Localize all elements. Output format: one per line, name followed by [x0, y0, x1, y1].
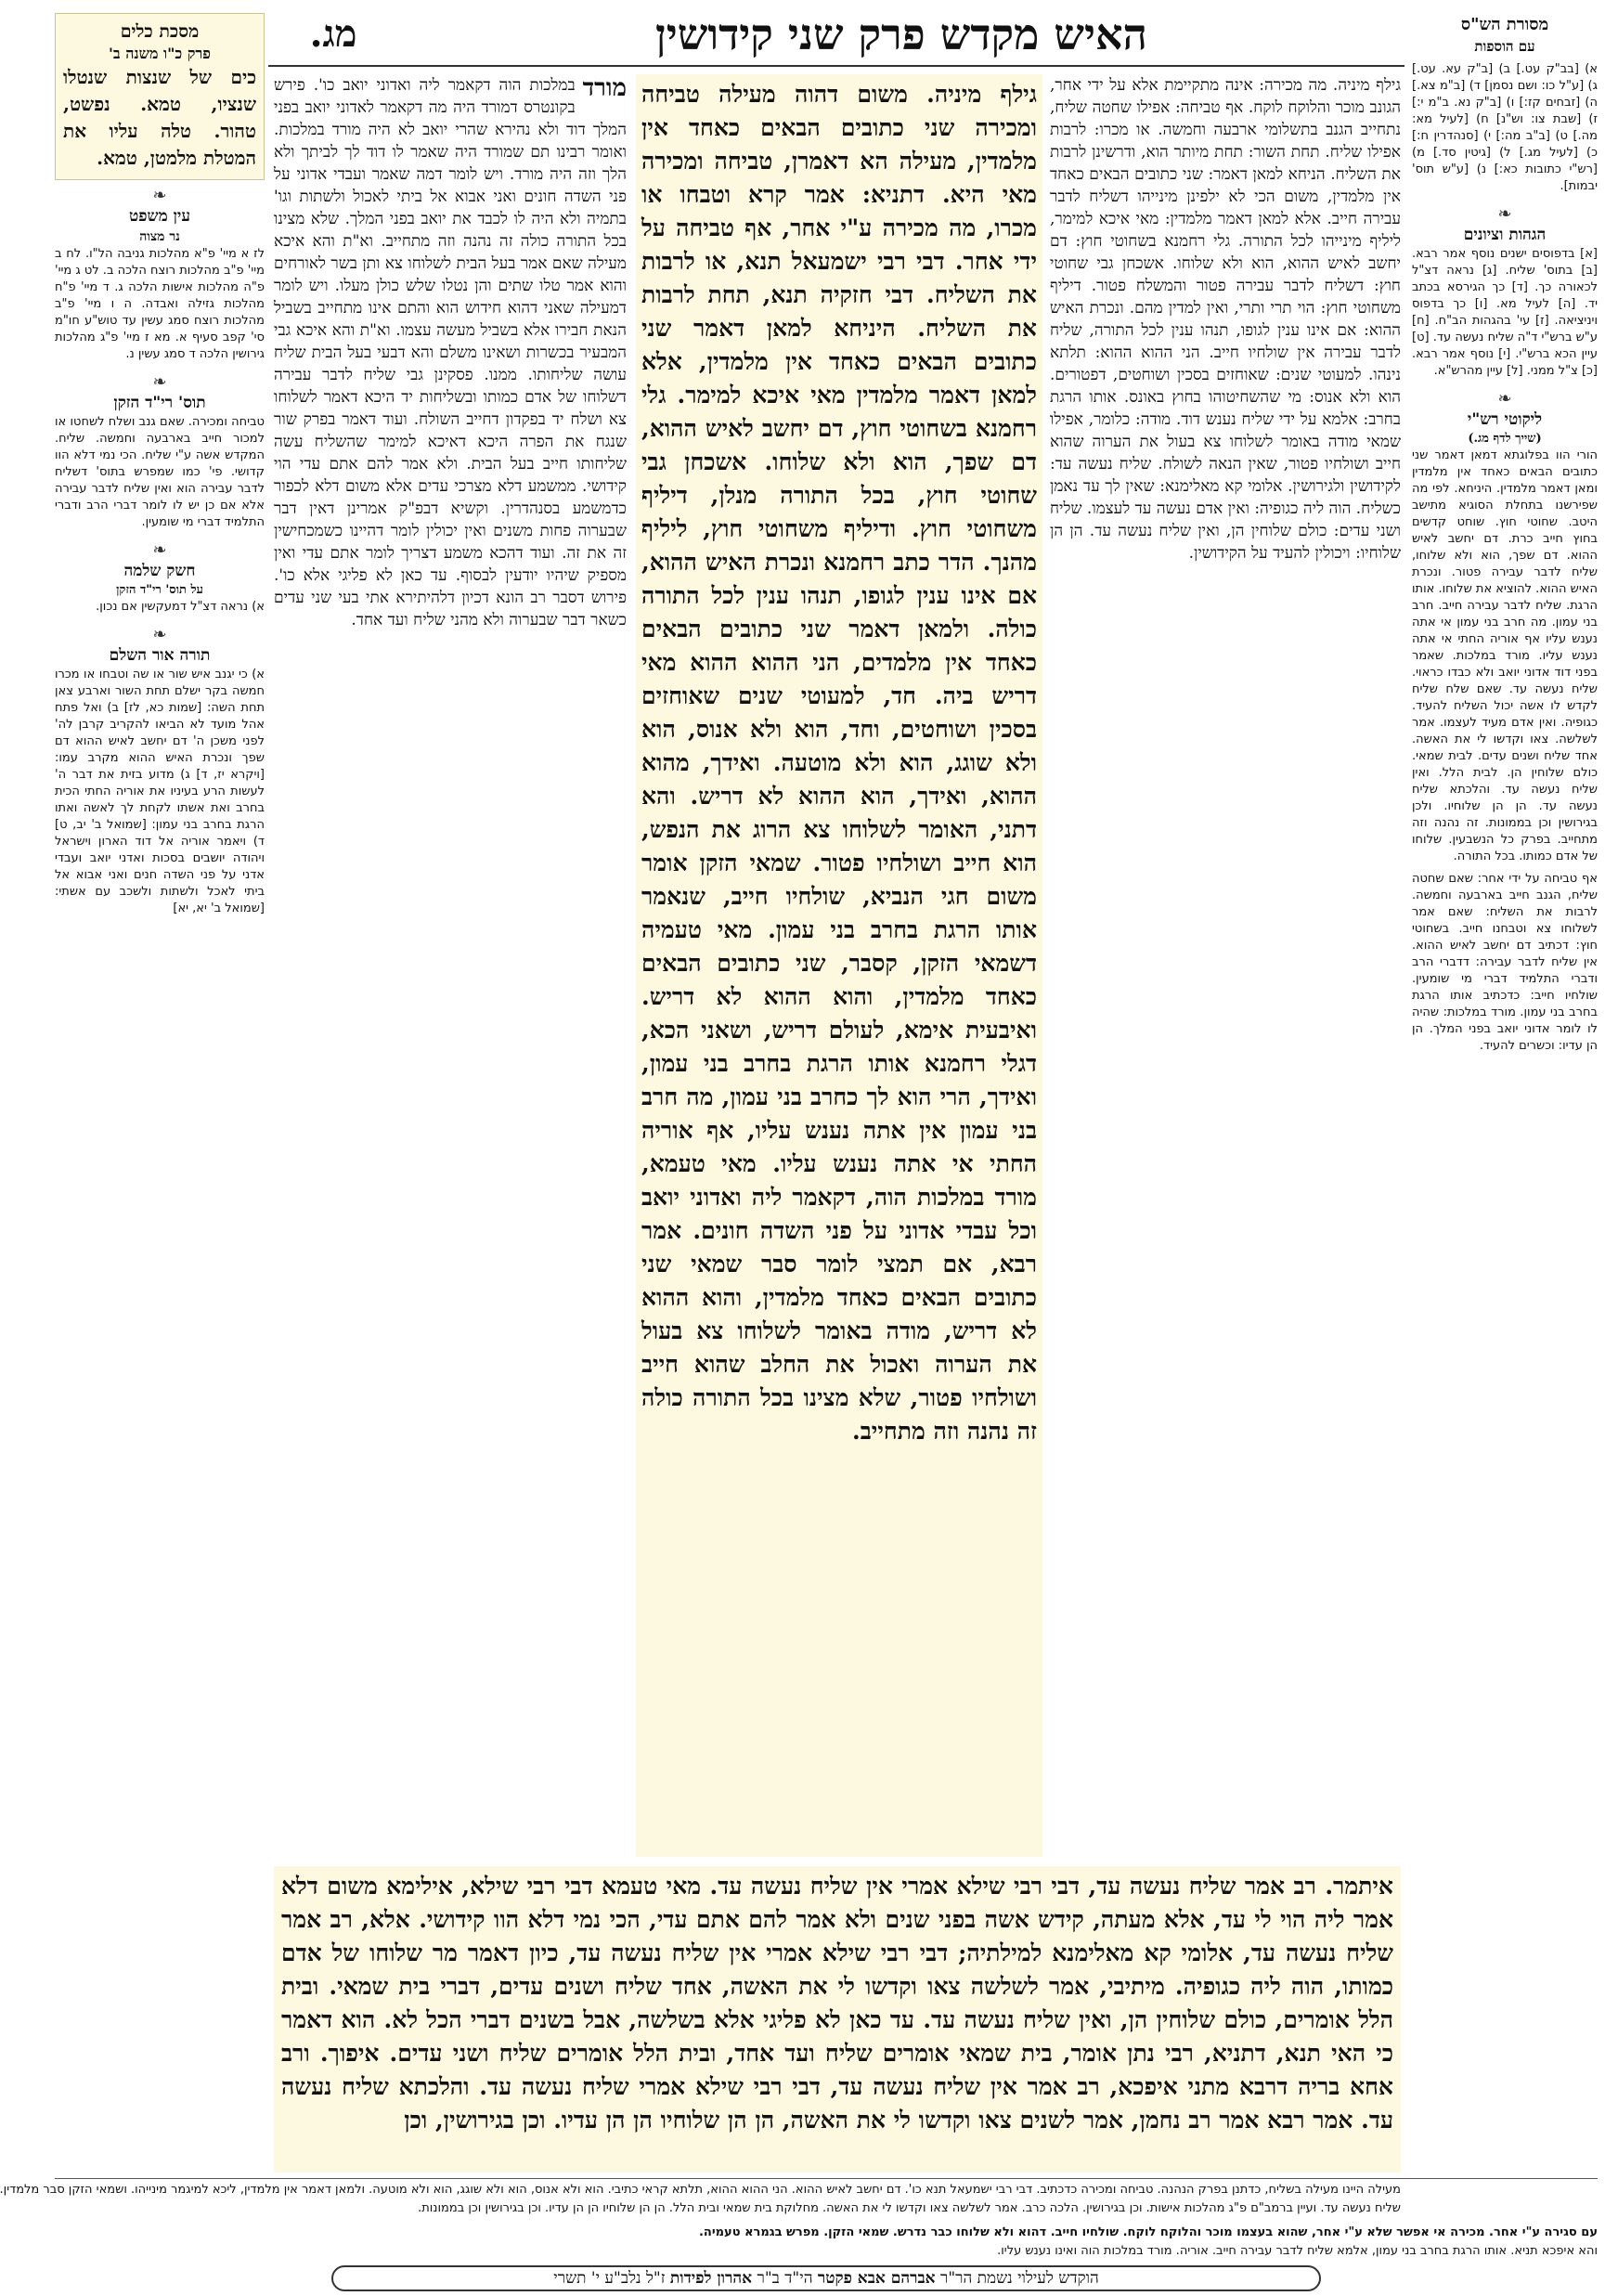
dedication-suffix: ז"ל נלב"ע י' תשרי	[553, 2269, 666, 2288]
page-number: מג.	[309, 12, 357, 56]
divider-ornament: ❧	[152, 372, 167, 392]
left-margin	[55, 186, 265, 1783]
kelim-box-text: כים של שנצות שנטלו שנציו, טמא. נפשט, טהור. טלה עליו את המטלת מלמטן, טמא.	[63, 66, 256, 169]
torah-or-text: א) כי יגנב איש שור או שה וטבחו או מכרו חמשה בקר ישלם תחת השור וארבע צאן תחת השה: [שמות כא, לז] ב) ואל פתח אהל מועד לא הביאו להקריב קרבן לה' לפני משכן ה' דם יחשב לאיש ההוא דם שפך ונכרת האיש ההוא מקרב עמו: [ויקרא יז, ד] ג) מדוע בזית את דבר ה' לעשות הרע בעיניו את אוריה החתי הכית בחרב ואת אשתו לקחת לך לאשה ואתו הרגת בחרב בני עמון: [שמואל ב' יב, ט] ד) ויאמר אוריה אל דוד הארון וישראל ויהודה יושבים בסכות ואדני יואב ועבדי אדני על פני השדה חנים ואני אבוא אל ביתי לאכל ולשתות ולשכב עם אשתי: [שמואל ב' יא, יא]	[55, 668, 265, 915]
tosafot-dibbur-label: מורד	[582, 74, 627, 102]
right-margin	[1412, 61, 1598, 2178]
hagahot-title: הגהות וציונים	[1463, 226, 1547, 244]
dedication-name2: אהרון לפידות	[669, 2269, 753, 2288]
tosfos-hazaken-text: טביחה ומכירה. שאם גנב ושלח לשחטו או למכור חייב בארבעה וחמשה. שליח. המקדש אשה ע"י שליח. הכי נמי דלא הוו קדושי. פי' כמו שמפרש בתוס' דשליח לדבר עבירה הוא ואין שליח לדבר עבירה אלא אם כן יש לו לומר דברי הרב ודברי התלמיד דברי מי שומעין.	[55, 415, 265, 529]
divider-ornament: ❧	[1497, 204, 1512, 224]
header-rule	[268, 65, 1404, 67]
masoret-text: א) [בב"ק עט.] ב) [ב"ק עא. עט.] ג) [ע"ל כו: ושם נסמן] ד) [ב"מ צא.] ה) [זבחים קז:] ו) [ב"ק נא. ב"מ י:] ז) [שבת צו: וש"נ] ח) [לעיל מא: מה.] ט) [ב"ב מה:] י) [סנהדרין ח:] כ) [לעיל מג.] ל) [גיטין סד.] מ) [רש"י כתובות כא:] נ) [ע"ש תוס' יבמות].	[1412, 62, 1598, 193]
likutei-rashi-text: הורי הוו בפלוגתא דמאן דאמר שני כתובים הבאים כאחד אין מלמדין ומאן דאמר מלמדין. היניחא. לפי מה שפירשנו בתחלת הסוגיא מתישב היטב. שחוטי חוץ. שוחט קדשים בחוץ חייב כרת. דם יחשב לאיש ההוא. דם שפך, הוא ולא שלוחו, שליח לדבר עבירה פטור. ונכרת האיש ההוא. להוציא את שלוחו. אותו הרגת. שליח לדבר עבירה חייב. חרב בני עמון. מה חרב בני עמון אי אתה נענש עליו אף אוריה החתי אי אתה נענש עליו. מורד במלכות. שאמר בפני דוד אדוני יואב ולא כבדו כראוי. שליח נעשה עד. שאם שלח שליח לקדש לו אשה יכול השליח להעיד. כגופיה. ואין אדם מעיד לעצמו. אמר לשלשה. צאו וקדשו לי את האשה. אחד שליח ושנים עדים. לבית שמאי. כולם שלוחין הן. לבית הלל. ואין שליח נעשה עד. והלכתא שליח נעשה עד. הן הן שלוחיו. ולכן בגירושין וכן בממונות. זה נהנה וזה מתחייב. בפרק כל הנשבעין. שלוחו של אדם כמותו. בכל התורה.	[1412, 448, 1598, 863]
dedication-middle: הי"ד ב"ר	[757, 2269, 813, 2288]
bottom-footnote1: עם סגירה ע"י אחר. מכירה אי אפשר שלא ע"י אחר, שהוא בעצמו מוכר והלוקח לוקח. שולחיו חייב. דהוא ולא שלוחו כבר נדרש. שמאי הזקן. מפרש בגמרא טעמיה.	[698, 2225, 1598, 2239]
ein-mishpat-text: לז א מיי' פ"א מהלכות גניבה הל"ו. לח ב מיי' פ"ב מהלכות רוצח הלכה ב. לט ג מיי' פ"ה מהלכות אישות הלכה ג. ד מיי' פ"ח מהלכות גזילה ואבדה. ה ו מיי' פ"ב מהלכות רוצח סמג עשין עד טוש"ע חו"מ סי' קפב סעיף א. מא ז מיי' פ"ג מהלכות גירושין הלכה ד סמג עשין נ.	[55, 247, 265, 361]
divider-ornament: ❧	[1497, 389, 1512, 409]
kelim-box-title: מסכת כלים	[120, 21, 200, 42]
rashi-text: גילף מיניה. מה מכירה: אינה מתקיימת אלא על ידי אחר, הגונב מוכר והלוקח לוקח. אף טביחה: אפילו שחטה שליח, נתחייב הגנב בתשלומי ארבעה וחמשה. או מכרו: לרבות אפילו שליח. תחת השור: תחת מיותר הוא, ודרשינן לרבות את השליח. הניחא למאן דאמר: שני כתובים הבאים כאחד אין מלמדין, משום הכי לא ילפינן מינייהו דשליח לדבר עבירה חייב. אלא למאן דאמר מלמדין: מאי איכא למימר, ליליף מינייהו לכל התורה. גלי רחמנא בשחוטי חוץ: דם יחשב לאיש ההוא, הוא ולא שלוחו. אשכחן גבי שחוטי חוץ: דשליח לדבר עבירה פטור והמשלח פטור. דיליף משחוטי חוץ: הוי תרי ותרי, ואין למדין מהם. ונכרת האיש ההוא: אם אינו ענין לגופו, תנהו ענין לכל התורה, שליח לדבר עבירה אין שולחיו חייב. הני ההוא ההוא: תלתא נינהו. למעוטי שנים: שאוחזים בסכין ושוחטים, דפטורים. הוא ולא אנוס: מי שהשחיטוהו בחוץ באונס. אותו הרגת בחרב: אלמא על ידי שליח נענש דוד. מודה: כלומר, אפילו שמאי מודה באומר לשלוחו צא בעול את הערוה שהוא חייב ושולחיו פטור, שאין הנאה לשולח. שליח נעשה עד: לקידושין ולגירושין. אלומי קא מאלימנא: שאין לך עד נאמן כשליח. הוה ליה כגופיה: ואין אדם נעשה עד לעצמו. שליח ושני עדים: כולם שלוחין הן, ואין שליח נעשה עד. הן הן שלוחיו: ויכולין להעיד על הקידושין.	[1050, 76, 1401, 563]
kelim-box	[55, 13, 265, 180]
dedication-prefix: הוקדש לעילוי נשמת הר"ר	[939, 2269, 1099, 2288]
bottom-footnote2: והא איפכא תניא. אותו הרגת בחרב בני עמון, אלמא שליח לדבר עבירה חייב. אוריה. מורד במלכות הוה ואינו נענש עליו.	[997, 2244, 1598, 2258]
heshek-subtitle: על תוס' רי"ד הזקן	[116, 583, 203, 597]
dedication-name: אברהם אבא פקטר	[817, 2269, 936, 2288]
masoret-title: מסורת הש"ס	[1460, 15, 1549, 34]
right-margin-rashi-body: אף טביחה על ידי אחר: שאם שחטה שליח, הגנב חייב בארבעה וחמשה. לרבות את השליח: שאם אמר לשלוחו צא וטבחנו חייב. בשחוטי חוץ: דכתיב דם יחשב לאיש ההוא. אין שליח לדבר עבירה: דדברי הרב ודברי התלמיד דברי מי שומעין. שולחיו חייב: כדכתיב אותו הרגת בחרב בני עמון. מורד במלכות: שהיה לו לומר אדוני יואב בפני המלך. הן הן עדיו: וכשרים להעיד.	[1412, 872, 1598, 1053]
kelim-box-subtitle: פרק כ"ו משנה ב'	[109, 45, 211, 62]
masoret-header	[1412, 13, 1598, 59]
torah-or-title: תורה אור השלם	[109, 646, 211, 665]
likutei-rashi-subtitle: (שייך לדף מג.)	[1468, 432, 1542, 446]
bottom-hagahot-line1: מעילה היינו מעילה בשליח, כדתנן בפרק הנהנה. טביחה ומכירה כדכתיב. דבי רבי ישמעאל תנא כו'. דם יחשב לאיש ההוא. הני ההוא ההוא, תלתא קראי כתיבי. הוא ולא אנוס, הוא ולא שוגג, הוא ולא מוטעה. ולמאן דאמר אין מלמדין, ליכא למיגמר מינייהו. ושמאי הזקן סבר מלמדין.	[0, 2183, 1401, 2197]
gemara-block-main: גילף מיניה. משום דהוה מעילה טביחה ומכירה שני כתובים הבאים כאחד אין מלמדין, מעילה הא דאמרן, טביחה ומכירה מאי היא. דתניא: אמר קרא וטבחו או מכרו, מה מכירה ע"י אחר, אף טביחה על ידי אחר. דבי רבי ישמעאל תנא, או לרבות את השליח. דבי חזקיה תנא, תחת לרבות את השליח. היניחא למאן דאמר שני כתובים הבאים כאחד אין מלמדין, אלא למאן דאמר מלמדין מאי איכא למימר. גלי רחמנא בשחוטי חוץ, דם יחשב לאיש ההוא, דם שפך, הוא ולא שלוחו. אשכחן גבי שחוטי חוץ, בכל התורה מנלן, דיליף משחוטי חוץ. ודיליף משחוטי חוץ, ליליף מהנך. הדר כתב רחמנא ונכרת האיש ההוא, אם אינו ענין לגופו, תנהו ענין לכל התורה כולה. ולמאן דאמר שני כתובים הבאים כאחד אין מלמדים, הני ההוא ההוא מאי דריש ביה. חד, למעוטי שנים שאוחזים בסכין ושוחטים, וחד, הוא ולא אנוס, הוא ולא שוגג, הוא ולא מוטעה. ואידך, מהוא ההוא, ואידך, הוא ההוא לא דריש. והא דתני, האומר לשלוחו צא הרוג את הנפש, הוא חייב ושולחיו פטור. שמאי הזקן אומר משום חגי הנביא, שולחיו חייב, שנאמר אותו הרגת בחרב בני עמון. מאי טעמיה דשמאי הזקן, קסבר, שני כתובים הבאים כאחד מלמדין, והוא ההוא לא דריש. ואיבעית אימא, לעולם דריש, ושאני הכא, דגלי רחמנא אותו הרגת בחרב בני עמון, ואידך, הרי הוא לך כחרב בני עמון, מה חרב בני עמון אין אתה נענש עליו, אף אוריה החתי אי אתה נענש עליו. מאי טעמא, מורד במלכות הוה, דקאמר ליה ואדוני יואב וכל עבדי אדוני על פני השדה חונים. אמר רבא, אם תמצי לומר סבר שמאי שני כתובים הבאים כאחד מלמדין, והוא ההוא לא דריש, מודה באומר לשלוחו צא בעול את הערוה ואכול את החלב שהוא חייב ושולחיו פטור, שלא מצינו בכל התורה כולה זה נהנה וזה מתחייב.	[636, 74, 1042, 1857]
dedication-box	[331, 2265, 1321, 2291]
gemara-block-wide: איתמר. רב אמר שליח נעשה עד, דבי רבי שילא אמרי אין שליח נעשה עד. מאי טעמא דבי רבי שילא, אילימא משום דלא אמר ליה הוי לי עד, אלא מעתה, קידש אשה בפני שנים ולא אמר להם אתם עדי, הכי נמי דלא הוו קידושי. אלא, רב אמר שליח נעשה עד, אלומי קא מאלימנא למילתיה; דבי רבי שילא אמרי אין שליח נעשה עד, כיון דאמר מר שלוחו של אדם כמותו, הוה ליה כגופיה. מיתיבי, אמר לשלשה צאו וקדשו לי את האשה, אחד שליח ושנים עדים, דברי בית שמאי. ובית הלל אומרים, כולם שלוחין הן, ואין שליח נעשה עד. עד כאן לא פליגי אלא בשלשה, אבל בשנים דברי הכל לא. הוא דאמר כי האי תנא, דתניא, רבי נתן אומר, בית שמאי אומרים שליח ועד אחד, ובית הלל אומרים שליח ושני עדים. איפוך. ורב אחא בריה דרבא מתני איפכא, רב אמר אין שליח נעשה עד, דבי רבי שילא אמרי שליח נעשה עד. והלכתא שליח נעשה עד. אמר רבא אמר רב נחמן, אמר לשנים צאו וקדשו לי את האשה, הן הן שלוחיו הן הן עדיו. וכן בגירושין, וכן	[274, 1866, 1401, 2173]
masoret-subtitle: עם הוספות	[1474, 38, 1535, 55]
divider-ornament: ❧	[152, 186, 167, 205]
ein-mishpat-title: עין משפט	[129, 207, 190, 226]
bottom-rule	[55, 2178, 1598, 2179]
page-title: האיש מקדש פרק שני קידושין	[654, 9, 1147, 59]
heshek-title: חשק שלמה	[123, 562, 196, 580]
hagahot-text: [א] בדפוסים ישנים נוסף אמר רבא. [ב] בתוס' שליח. [ג] נראה דצ"ל לכאורה כך. [ד] כך הגירסא בכתב יד. [ה] לעיל מא. [ו] כך בדפוס ויניציאה. [ז] עי' בהגהות הב"ח. [ח] ע"ש ברש"י ד"ה שליח נעשה עד. [ט] עיין הכא ברש"י. [י] נוסף אמר רבא. [כ] צ"ל ממני. [ל] עיין מהרש"א.	[1412, 247, 1598, 378]
ein-mishpat-subtitle: נר מצוה	[139, 229, 180, 244]
tosafot-column	[274, 74, 627, 1718]
divider-ornament: ❧	[152, 625, 167, 644]
tosafot-text: במלכות הוה דקאמר ליה ואדוני יואב כו'. פירש בקונטרס דמורד היה מה דקאמר לאדוני יואב בפני המלך דוד ולא נהירא שהרי יואב לא היה מורד במלכות. ואומר רבינו תם שמורד היה שאמר לו דוד לך לביתך ולא הלך וזה היה מורד. ויש לומר דמה שאמר ועבדי אדוני על פני השדה חונים ואני אבוא אל ביתי לאכול ולשתות וגו' בתמיה ולא היה לו לכבד את יואב בפני המלך. שלא מצינו בכל התורה כולה זה נהנה וזה מתחייב. וא"ת והא איכא מעילה שאם אמר בעל הבית לשלוחו צא ותן בשר לאורחים והוא אמר טלו שתים והן נטלו שלש כולן מעלו. ויש לומר דמעילה שאני דהוא חידוש הוא והתם אינו מתחייב בשביל הנאת חבירו אלא בשביל מעשה עצמו. וא"ת והא איכא גבי המבעיר בכשרות ושאינו משלם והא דבעי בעל הבית שליח עושה שליחותו. ממנו. פסקינן גבי שליח לדבר עבירה דשלוחו של אדם כמותו ובשליחות יד היכא דאמר לשלוחו צא ושלח יד בפקדון דחייב השולח. ועוד דאמר בפרק שור שנגח את הפרה היכא דאיכא למימר שהשליח עשה שליחותו חייב בעל הבית. ולא אמר להם אתם עדי הוי קידושי. ממשמע דלא מצרכי עדים אלא משום דלא לכפור כדמשמע בסנהדרין. וקשיא דבפ"ק אמרינן דאין דבר שבערוה פחות משנים ואין יכולין לומר דהיינו כשמכחישין זה את זה. ועוד דהכא משמע דצריך לומר אתם עדי ואין מספיק שיהיו יודעין לבסוף. עד כאן לא פליגי אלא כו'. פירוש דסבר רב הונא דכיון דלהיתירא אתי בעי שני עדים כשאר דבר שבערוה ולא מהני שליח ועד אחד.	[274, 76, 627, 629]
likutei-rashi-title: ליקוטי רש"י	[1467, 410, 1543, 429]
heshek-text: א) נראה דצ"ל דמעקשין אם נכון.	[96, 600, 265, 614]
tosfos-hazaken-title: תוס' רי"ד הזקן	[113, 394, 206, 412]
divider-ornament: ❧	[152, 540, 167, 560]
rashi-column	[1050, 74, 1401, 1718]
bottom-hagahot-line2: שליח נעשה עד. ועיין ברמב"ם פ"ג מהלכות אישות. וכן בגירושין. הלכה כרב. אמר לשלשה צאו וקדשו לי את האשה. מחלוקת בית שמאי ובית הלל. הן הן שלוחיו הן הן עדיו. וכן בגירושין וכן בממונות.	[418, 2201, 1401, 2215]
